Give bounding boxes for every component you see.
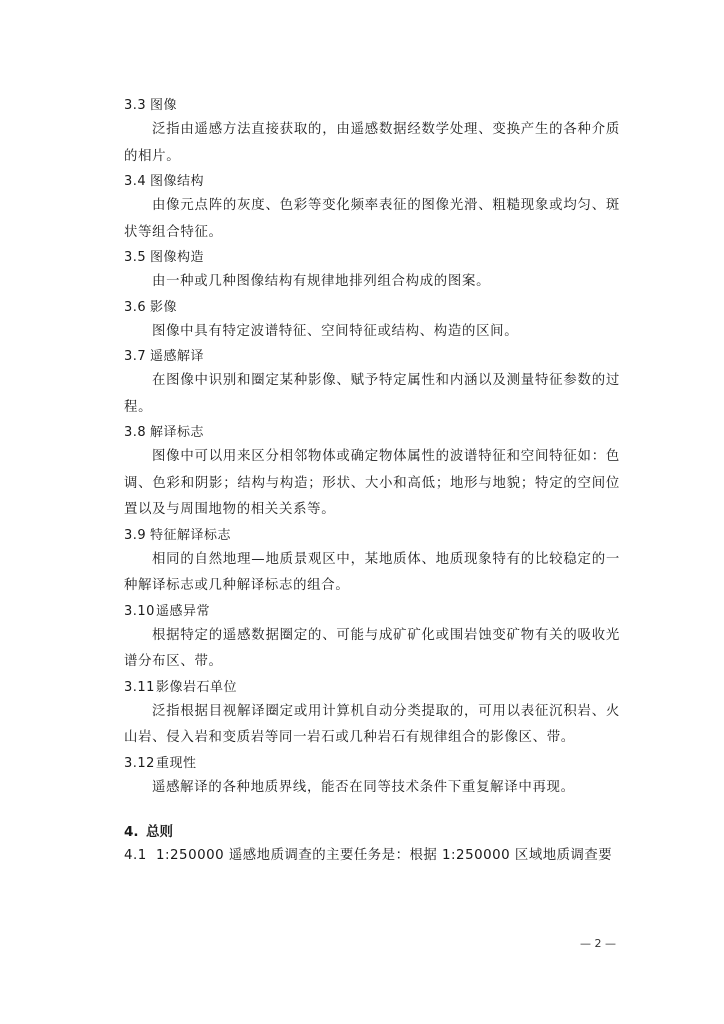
section-number: 3.12 — [124, 755, 155, 771]
section-heading — [124, 422, 620, 444]
section-number: 3.6 — [124, 299, 147, 315]
chapter-heading — [124, 820, 620, 844]
section-3-3 — [124, 95, 620, 170]
section-definition: 由一种或几种图像结构有规律地排列组合构成的图案。 — [152, 274, 491, 289]
section-number: 3.7 — [124, 349, 147, 364]
section-heading — [124, 247, 620, 269]
section-definition: 泛指由遥感方法直接获取的，由遥感数据经数学处理、变换产生的各种介质的相片。 — [124, 122, 620, 164]
chapter-title: 总则 — [146, 824, 173, 840]
section-title: 遥感解译 — [150, 349, 205, 364]
section-title: 图像 — [150, 98, 178, 113]
section-definition: 在图像中识别和圈定某种影像、赋予特定属性和内涵以及测量特征参数的过程。 — [124, 373, 620, 415]
section-definition: 由像元点阵的灰度、色彩等变化频率表征的图像光滑、粗糙现象或均匀、斑状等组合特征。 — [124, 198, 620, 240]
section-title: 影像岩石单位 — [156, 679, 238, 695]
section-3-8 — [124, 422, 620, 524]
section-title: 图像构造 — [150, 250, 205, 265]
section-heading — [124, 677, 620, 699]
section-number: 3.3 — [124, 98, 147, 113]
document-body — [124, 95, 620, 868]
section-definition: 根据特定的遥感数据圈定的、可能与成矿矿化或围岩蚀变矿物有关的吸收光谱分布区、带。 — [124, 627, 620, 669]
section-title: 遥感异常 — [156, 603, 211, 619]
section-number: 3.11 — [124, 679, 155, 695]
section-title: 特征解译标志 — [150, 527, 232, 543]
section-heading — [124, 601, 620, 623]
section-definition: 遥感解译的各种地质界线，能否在同等技术条件下重复解译中再现。 — [152, 779, 575, 795]
section-number: 3.10 — [124, 603, 155, 619]
section-number: 3.8 — [124, 425, 147, 440]
section-3-4 — [124, 171, 620, 246]
section-definition: 图像中可以用来区分相邻物体或确定物体属性的波谱特征和空间特征如：色调、色彩和阴影；结构与构造；形状、大小和高低；地形与地貌；特定的空间位置以及与周围地物的相关关系等。 — [124, 449, 620, 517]
page-number: — 2 — — [580, 937, 616, 950]
section-title: 影像 — [150, 299, 178, 315]
section-3-7 — [124, 346, 620, 421]
section-number: 3.9 — [124, 527, 147, 543]
section-title: 图像结构 — [150, 174, 205, 189]
section-heading — [124, 95, 620, 117]
section-3-12 — [124, 753, 620, 802]
section-3-5 — [124, 247, 620, 296]
section-definition: 泛指根据目视解译圈定或用计算机自动分类提取的，可用以表征沉积岩、火山岩、侵入岩和变质岩等同一岩石或几种岩石有规律组合的影像区、带。 — [124, 703, 620, 745]
clause-4-1 — [124, 844, 620, 868]
spacer — [124, 802, 620, 820]
section-definition: 相同的自然地理—地质景观区中，某地质体、地质现象特有的比较稳定的一种解译标志或几种解译标志的组合。 — [124, 551, 620, 593]
section-heading — [124, 346, 620, 368]
section-number: 3.5 — [124, 250, 147, 265]
section-3-6 — [124, 297, 620, 346]
section-heading — [124, 171, 620, 193]
section-definition: 图像中具有特定波谱特征、空间特征或结构、构造的区间。 — [152, 323, 519, 339]
chapter-number: 4. — [124, 824, 139, 840]
section-number: 3.4 — [124, 174, 147, 189]
section-3-11 — [124, 677, 620, 752]
section-heading — [124, 525, 620, 547]
section-3-9 — [124, 525, 620, 600]
clause-number: 4.1 — [124, 848, 147, 863]
section-title: 重现性 — [156, 755, 197, 771]
section-title: 解译标志 — [150, 425, 205, 440]
section-3-10 — [124, 601, 620, 676]
clause-text: 1:250000 遥感地质调查的主要任务是：根据 1:250000 区域地质调查要 — [156, 848, 613, 863]
section-heading — [124, 297, 620, 319]
section-heading — [124, 753, 620, 775]
